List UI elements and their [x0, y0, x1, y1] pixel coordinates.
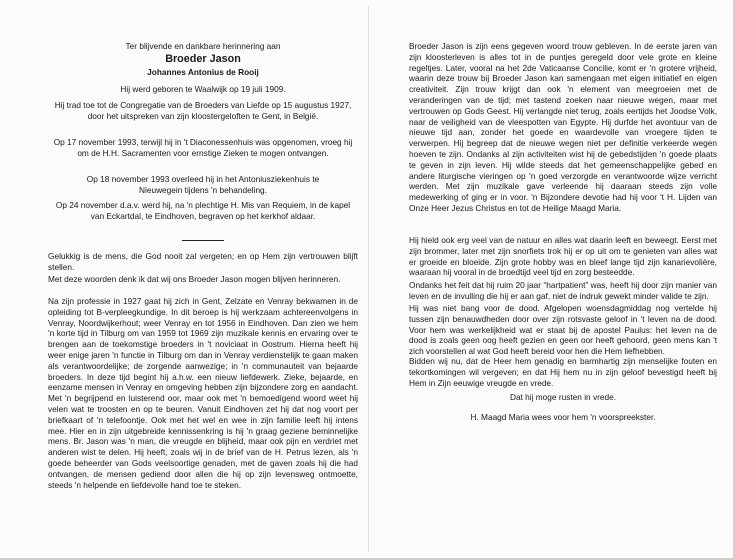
intro-line: Ter blijvende en dankbare herinnering aan: [125, 41, 281, 51]
right-body-paragraph: Hij was niet bang voor de dood. Afgelopen woensdagmiddag nog vertelde hij tussen zijn benauwdheden door over zijn rotsvaste geloof in 't leven na de dood. Voor hem was werkelijkheid wat er staat bij de apostel Paulus: het leven na de dood is zoals geen oog heeft gezien en geen oor heeft gehoord, geen mens kan 't zich voorstellen al wat God heeft bereid voor hen die Hem liefhebben.: [409, 303, 717, 357]
profession-paragraph: Hij trad toe tot de Congregatie van de Broeders van Liefde op 15 augustus 1927, door het uitspreken van zijn kloostergeloften te Gent, in België.: [54, 100, 352, 121]
left-body-paragraph: Gelukkig is de mens, die God nooit zal vergeten; en op Hem zijn vertrouwen blijft stellen.: [48, 251, 358, 272]
right-body-paragraph: Bidden wij nu, dat de Heer hem genadig en barmhartig zijn menselijke fouten en tekortkomingen wil vergeven; en dat Hij hem nu in zijn geloof bevestigd heeft bij Hem in Zijn eeuwige vreugde en vrede.: [409, 356, 717, 388]
closing-prayer-line: H. Maagd Maria wees voor hem 'n voorspreekster.: [470, 412, 656, 422]
right-body-paragraph: Broeder Jason is zijn eens gegeven woord trouw gebleven. In de eerste jaren van zijn kloosterleven is alles tot in de puntjes geregeld door vele grote en kleine regeltjes. Later, vooral na het 2de Vaticaanse Concilie, komt er 'n grotere vrijheid, waarin deze trouw bij Broeder Jason kan samengaan met eigen initiatief en eigen creativiteit. Zijn trouw krijgt dan ook 'n element van meegroeien met de veranderingen van de tijd; met tastend zoeken naar nieuwe wegen, maar met vertrouwen op Gods Geest. Hij verlangde niet terug, zoals eertijds het Joodse Volk, naar de veiligheid van de vleespotten van Egypte. Hij durfde het avontuur van de nieuwe tijd aan, zonder het goede en waardevolle van vroegere tijden te verwerpen. Hij begreep dat de nieuwe wegen niet per definitie verkeerde wegen hoeven te zijn. Ondanks al zijn activiteiten wist hij de gebedstijden 'n goede plaats te geven in zijn leven. Hij wilde steeds dat het gemeenschappelijke gebed en andere liturgische vieringen op 'n goed verzorgde en verantwoorde wijze verricht werden. Met zijn muzikale gave verleende hij daaraan steeds zijn volle medewerking of ging er in voor. 'n Bijzondere devotie had hij voor 't H. Lijden van Onze Heer Jezus Christus en tot de Heilige Maagd Maria.: [409, 41, 717, 213]
left-body-paragraph: Na zijn professie in 1927 gaat hij zich in Gent, Zelzate en Venray bekwamen in de opleiding tot B-verpleegkundige. In dit beroep is hij werkzaam achtereenvolgens in Venray, Noordwijkerhout; weer Venray en tot 1956 in Eindhoven. Dan zien we hem 'n korte tijd in Tilburg om van 1959 tot 1969 zijn muzikale kennis en ervaring over te brengen aan de toekomstige broeders in 't noviciaat in Oostrum. Hierna heeft hij weer enige jaren 'n functie in Tilburg om dan in Venray verdienstelijk te gaan maken als verantwoordelijke; de zorgende aanwezige; in 'n communauteit van bejaarde broeders. In deze tijd begint hij a.h.w. een nieuw liefdewerk. Zieke, bejaarde, en eenzame mensen in Venray en omgeving hebben zijn bijzondere zorg en aandacht. Met 'n begrijpend en luisterend oor, maar ook met 'n bemoedigend woord weet hij velen wat te troosten en op te beuren. Vanuit Eindhoven zet hij dat nog voort per briefkaart of 'n telefoontje. Ook met het wel en wee in zijn familie leeft hij intens mee. Hier en in zijn uitgebreide kennissenkring is hij 'n graag geziene beminnelijke mens. Br. Jason was 'n man, die vreugde en blijheid, maar ook pijn en verdriet met anderen wist te delen. Hij heeft, zoals wij in de brief van de H. Petrus lezen, als 'n goede beheerder van Gods veelsoortige genaden, met de gaven zoals hij die had ontvangen, de mensen gediend door allen die hij op zijn levensweg ontmoette, steeds 'n helpende en liefdevolle hand toe te steken.: [48, 296, 358, 490]
sacraments-paragraph: Op 17 november 1993, terwijl hij in 't Diaconessenhuis was opgenomen, vroeg hij om de H.H. Sacramenten voor ernstige Zieken te mogen ontvangen.: [53, 137, 353, 158]
right-body-paragraph: Ondanks het feit dat hij ruim 20 jaar “hartpatient” was, heeft hij door zijn manier van leven en de invulling die hij er aan gaf, niet de indruk gewekt minder valide te zijn.: [409, 280, 717, 301]
deceased-name: Broeder Jason: [165, 53, 241, 65]
card-fold-line: [368, 6, 369, 552]
right-body-paragraph: Hij hield ook erg veel van de natuur en alles wat daarin leeft en beweegt. Eerst met zijn brommer, later met zijn snorfiets trok hij er op uit om te genieten van alles wat er groeide en bloeide. Zijn grote hobby was en bleef lange tijd zijn kanarievolière, waaraan hij vooral in de broedtijd veel tijd en zorg besteedde.: [409, 235, 717, 278]
death-paragraph: Op 18 november 1993 overleed hij in het Antoniusziekenhuis te Nieuwegein tijdens 'n behandeling.: [86, 174, 320, 195]
rest-in-peace-line: Dat hij moge rusten in vrede.: [509, 392, 617, 402]
left-body-paragraph: Met deze woorden denk ik dat wij ons Broeder Jason mogen blijven herinneren.: [48, 274, 341, 284]
burial-paragraph: Op 24 november d.a.v. werd hij, na 'n plechtige H. Mis van Requiem, in de kapel van Eckartdal, te Eindhoven, begraven op het kerkhof aldaar.: [55, 200, 351, 221]
separator-rule: [182, 240, 224, 241]
birth-line: Hij werd geboren te Waalwijk op 19 juli 1909.: [120, 84, 286, 94]
deceased-full-name: Johannes Antonius de Rooij: [147, 67, 259, 77]
